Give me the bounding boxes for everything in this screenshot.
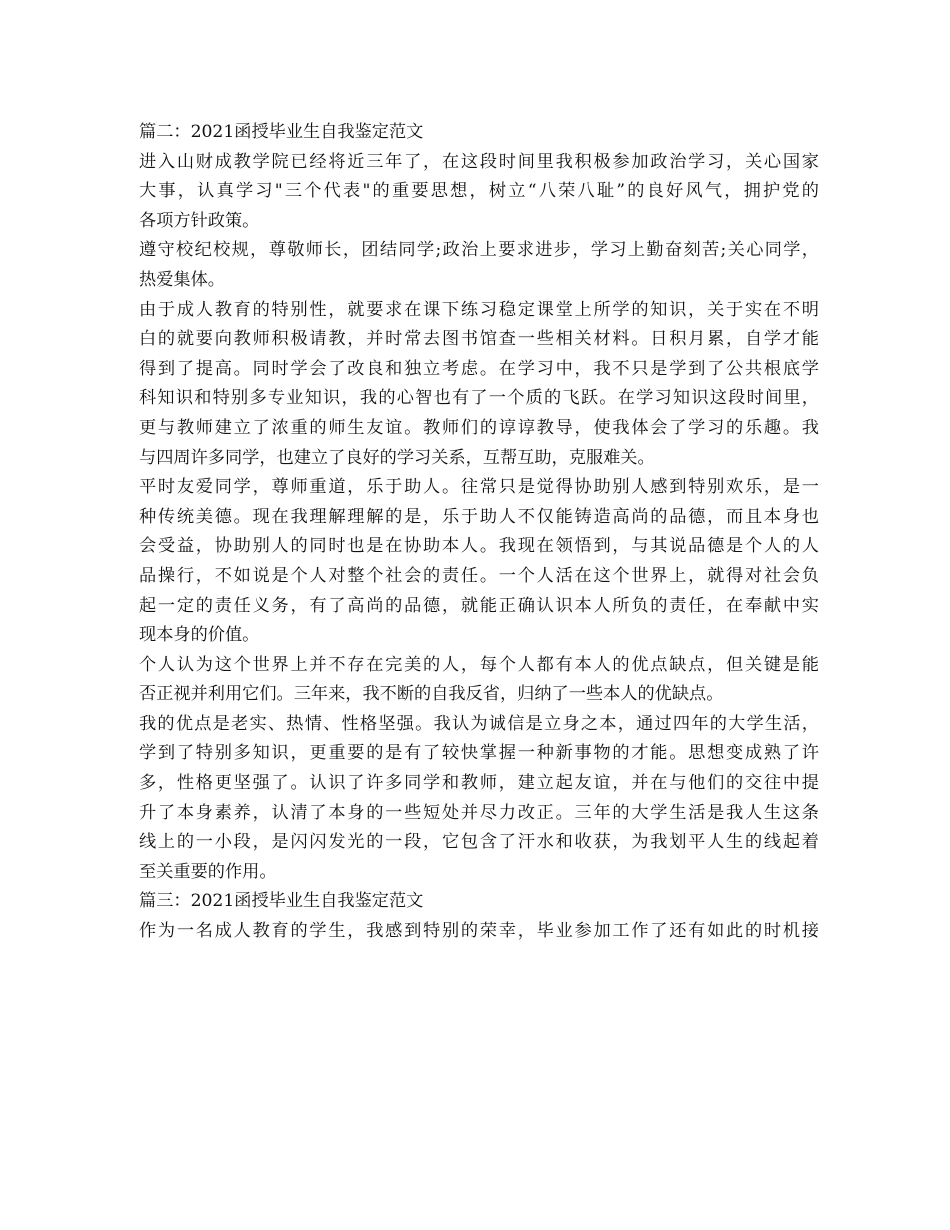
text-line: 我的优点是老实、热情、性格坚强。我认为诚信是立身之本，通过四年的大学生活， [139, 713, 819, 734]
text-line: 个人认为这个世界上并不存在完美的人，每个人都有本人的优点缺点，但关键是能 [139, 654, 819, 675]
text-line: 否正视并利用它们。三年来，我不断的自我反省，归纳了一些本人的优缺点。 [139, 684, 724, 705]
text-line: 至关重要的作用。 [139, 861, 277, 882]
text-line: 多，性格更坚强了。认识了许多同学和教师，建立起友谊，并在与他们的交往中提 [139, 773, 819, 794]
text-line: 更与教师建立了浓重的师生友谊。教师们的谆谆教导，使我体会了学习的乐趣。我 [139, 417, 819, 438]
text-line: 学到了特别多知识，更重要的是有了较快掌握一种新事物的才能。思想变成熟了许 [139, 743, 819, 764]
text-line: 科知识和特别多专业知识，我的心智也有了一个质的飞跃。在学习知识这段时间里， [139, 388, 819, 409]
text-line: 种传统美德。现在我理解理解的是，乐于助人不仅能铸造高尚的品德，而且本身也 [139, 506, 819, 527]
section-heading: 篇二：2021函授毕业生自我鉴定范文 [139, 122, 424, 142]
text-line: 升了本身素养，认清了本身的一些短处并尽力改正。三年的大学生活是我人生这条 [139, 802, 819, 823]
text-line: 线上的一小段，是闪闪发光的一段，它包含了汗水和收获，为我划平人生的线起着 [139, 832, 819, 853]
text-line: 各项方针政策。 [139, 210, 260, 231]
text-line: 得到了提高。同时学会了改良和独立考虑。在学习中，我不只是学到了公共根底学 [139, 358, 819, 379]
text-line: 平时友爱同学，尊师重道，乐于助人。往常只是觉得协助别人感到特别欢乐，是一 [139, 477, 819, 498]
text-line: 遵守校纪校规，尊敬师长，团结同学;政治上要求进步，学习上勤奋刻苦;关心同学， [139, 240, 819, 261]
text-line: 热爱集体。 [139, 269, 225, 290]
document-body [139, 118, 819, 947]
text-line: 作为一名成人教育的学生，我感到特别的荣幸，毕业参加工作了还有如此的时机接 [139, 921, 819, 942]
text-line: 起一定的责任义务，有了高尚的品德，就能正确认识本人所负的责任，在奉献中实 [139, 595, 819, 616]
text-line: 会受益，协助别人的同时也是在协助本人。我现在领悟到，与其说品德是个人的人 [139, 536, 819, 557]
text-line: 进入山财成教学院已经将近三年了，在这段时间里我积极参加政治学习，关心国家 [139, 151, 819, 172]
section-heading: 篇三：2021函授毕业生自我鉴定范文 [139, 891, 424, 912]
text-line: 由于成人教育的特别性，就要求在课下练习稳定课堂上所学的知识，关于实在不明 [139, 299, 819, 320]
text-line: 与四周许多同学，也建立了良好的学习关系，互帮互助，克服难关。 [139, 447, 655, 468]
text-line: 大事，认真学习"三个代表"的重要思想，树立“八荣八耻”的良好风气，拥护党的 [139, 181, 819, 202]
text-line: 现本身的价值。 [139, 625, 260, 646]
text-line: 白的就要向教师积极请教，并时常去图书馆查一些相关材料。日积月累，自学才能 [139, 329, 819, 350]
text-line: 品操行，不如说是个人对整个社会的责任。一个人活在这个世界上，就得对社会负 [139, 565, 819, 586]
